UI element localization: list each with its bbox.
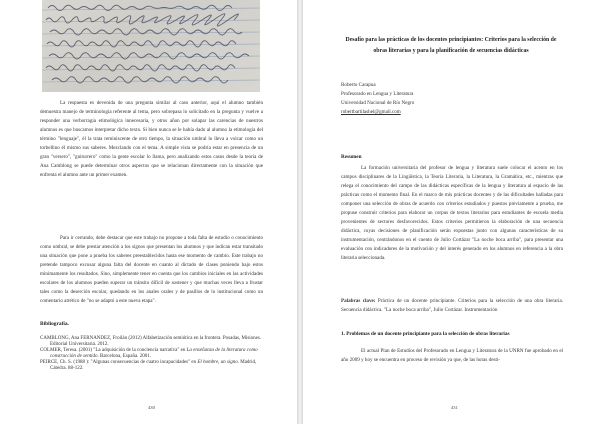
section-1-heading: 1. Problemas de un docente principiante para la selección de obras literarias (341, 331, 510, 337)
author-role: Profesorado en Lengua y Literatura (341, 91, 414, 97)
bibliography-heading: Bibliografía. (40, 321, 69, 327)
author-email-link[interactable]: robertbartilashel@gmail.com (341, 109, 401, 115)
handwriting-lines-icon (42, 0, 260, 92)
keywords-text: Práctica de un docente principiante. Criterios para la selección de una obra literaria. Secuencia didáctica. "La noche boca arriba", Julio Cortázar. Instrumentación (341, 298, 563, 314)
left-paragraph-1 (40, 99, 263, 180)
author-block (341, 81, 541, 117)
page-number-left: 430 (148, 405, 155, 410)
bibliography-entry: PEIRCE, Ch. S. (1988 ): "Algunas consecuencias de cuatro incapacidades" en El hombre, un signo. Madrid, Cátedra. 88-122. (40, 360, 257, 372)
handwritten-exam-photo (42, 0, 260, 92)
resumen-text: La formación universitaria del profesor de lengua y literatura suele colocar el acento en los campos disciplinares de la Lingüística, la Teoría Literaria, la Literatura, la Gramática, etc., mientras que relega el conocimiento del campo de las didácticas específicas de la lengua y literatura al espacio de las prácticas como el momento final. En el marco de mis prácticas docentes y de las dificultades halladas para componer una selección de obras de acuerdo con criterios estudiados y puestos previamente a prueba, me propuse construir criterios para elaborar un corpus de textos literarios para estudiantes de escuela media provenientes de sectores desfavorecidos. Estos criterios permitieron la elaboración de una secuencia didáctica, cuyas decisiones de planificación serán expuestas junto con algunas características de su instrumentación, centrándonos en el cuento de Julio Cortázar "La noche boca arriba", para presentar una evaluación con indicadores de la motivación y del interés generado en los alumnos en referencia a la obra literaria seleccionada. (341, 165, 563, 262)
resumen-heading: Resumen (341, 154, 362, 160)
left-page (0, 0, 297, 424)
article-title: Desafío para las prácticas de los docentes principiantes: Criterios para la selección de obras literarias y para la planificación de secuencias didácticas (345, 37, 557, 54)
bibliography-entry: COLMER, Teresa. (2001) "La adquisición de la conciencia narrativa" en La enseñanza de la literatura como construcción de sentido. Barcelona, España. 2001. (40, 348, 258, 360)
page-number-right: 431 (451, 405, 458, 410)
bibliography-list (40, 336, 265, 373)
left-paragraph-1-text: La respuesta es devenida de una pregunta similar al caso anterior, aquí el alumno también demuestra manejo de terminología referente al tema, pero sobrepasa lo solicitado en la pregunta y vuelve a responder una verborragia etimológica innecesaria, y otros añon por solapar las carencias de nuestros alumnos es que buscamos interpretar dicho texto. Si bien nunca se le había dado al alumno la etimología del término "lenguaje", él la trata reminiscente de otro tiempo, la situación umbral lo lleva a volcar como un torbellino él mismo sus saberes. Mezclando con el tema. A simple vista se podría estar en presencia de un gran "versero", "guiturrero" como la gente escolar lo llama, pero analizando estos casos desde la teoría de Ana Camblong se puede determinar otros aspectos que se relacionan directamente con la situación que enfrenta el alumno ante un primer examen. (40, 100, 263, 179)
right-page (303, 0, 600, 424)
author-institution: Universidad Nacional de Río Negro (341, 100, 415, 106)
section-1-text: El actual Plan de Estudios del Profesorado en Lengua y Literatura de la UNRN fue aprobado en el año 2009 y hoy se encuentra en proceso de revisión ya que, de las horas desti- (341, 348, 563, 364)
left-paragraph-2 (40, 234, 263, 306)
author-name: Roberto Carapua (341, 82, 376, 88)
bibliography-entry: CAMBLONG, Ana FERNANDEZ, Froilán (2012) Alfabetización semiótica en la frontera. Posadas, Misiones. Editorial Universitaria. 2012. (40, 336, 262, 348)
keywords-label: Palabras clave: (341, 298, 376, 304)
resumen-paragraph (341, 164, 563, 264)
section-1-paragraph (341, 347, 563, 365)
left-paragraph-2-text: Para ir cerrando, debe destacar que este trabajo no propone a toda falta de estudio o conocimiento como umbral, se debe prestar atención a los signos que presentan los alumnos y que indican estar transitado una situación que pone a prueba los saberes preestablecidos hasta ese momento de cambio. Este trabajo no pretende tampoco excusar alguna falta del docente en cuanto al dictado de clases poniendo bajo estos minimamente los resultados. Sino, simplemente tener en cuenta que los cambios iniciales en las actividades escolares de los alumnos pueden superar un tránsito difícil de sostener y que muchas veces lleva a frustar tales como la deserción escolar, quedando en los anales orales y de pasillos de lo institucional como un comentario atrético de "no se adaptó a este nueva etapa". (40, 235, 263, 305)
keywords-paragraph (341, 297, 563, 315)
